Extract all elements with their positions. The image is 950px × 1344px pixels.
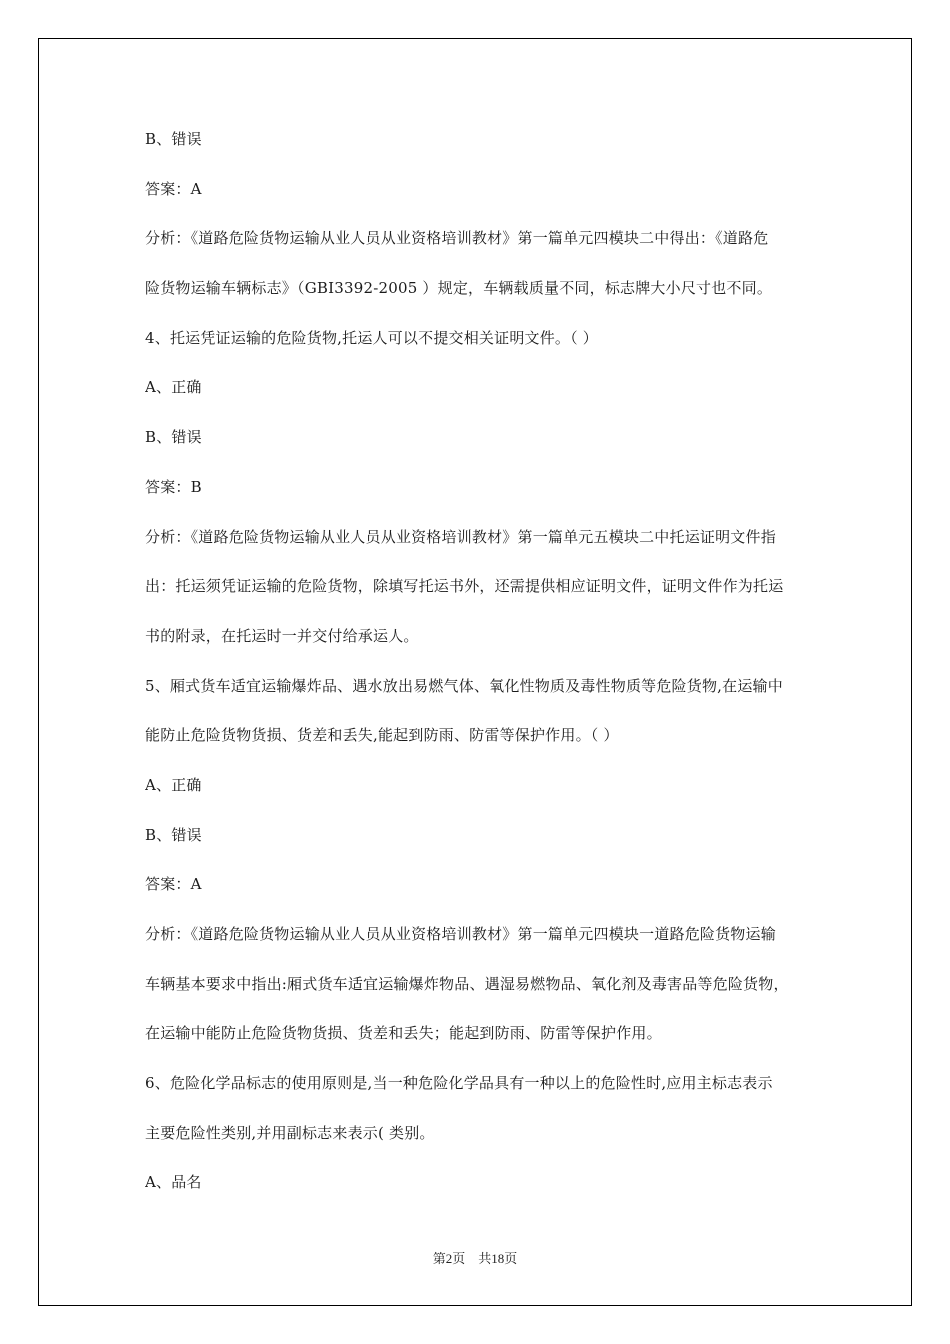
document-body [145, 124, 810, 1217]
answer-line: 答案：B [145, 477, 202, 496]
question-5: 5、厢式货车适宜运输爆炸品、遇水放出易燃气体、氧化性物质及毒性物质等危险货物,在运输中 [145, 676, 783, 695]
analysis-line: 分析：《道路危险货物运输从业人员从业资格培训教材》第一篇单元五模块二中托运证明文件指 [145, 527, 776, 546]
question-6-cont: 主要危险性类别,并用副标志来表示( 类别。 [145, 1123, 435, 1142]
option-b: B、错误 [145, 130, 202, 148]
option-b: B、错误 [145, 428, 202, 447]
analysis-line: 书的附录，在托运时一并交付给承运人。 [145, 626, 419, 645]
analysis-line: 险货物运输车辆标志》（GBI3392-2005 ）规定，车辆载质量不同，标志牌大小尺寸也不同。 [145, 279, 773, 298]
answer-line: 答案：A [145, 179, 202, 198]
option-a: A、品名 [145, 1173, 202, 1192]
option-a: A、正确 [145, 775, 202, 794]
analysis-line: 分析：《道路危险货物运输从业人员从业资格培训教材》第一篇单元四模块二中得出：《道路危 [145, 229, 769, 248]
analysis-line: 出：托运须凭证运输的危险货物，除填写托运书外，还需提供相应证明文件，证明文件作为托运 [145, 577, 784, 596]
analysis-line: 车辆基本要求中指出:厢式货车适宜运输爆炸物品、遇湿易燃物品、氧化剂及毒害品等危险货物， [145, 974, 789, 993]
option-b: B、错误 [145, 825, 202, 844]
analysis-line: 在运输中能防止危险货物货损、货差和丢失；能起到防雨、防雷等保护作用。 [145, 1024, 662, 1043]
analysis-line: 分析：《道路危险货物运输从业人员从业资格培训教材》第一篇单元四模块一道路危险货物运输 [145, 925, 776, 943]
question-5-cont: 能防止危险货物货损、货差和丢失,能起到防雨、防雷等保护作用。（ ） [145, 726, 619, 745]
answer-line: 答案：A [145, 875, 202, 894]
option-a: A、正确 [145, 378, 202, 397]
question-4: 4、托运凭证运输的危险货物,托运人可以不提交相关证明文件。（ ） [145, 328, 598, 347]
page-number-footer: 第2页 共18页 [432, 1251, 518, 1266]
question-6: 6、危险化学品标志的使用原则是,当一种危险化学品具有一种以上的危险性时,应用主标志表示 [145, 1074, 773, 1093]
